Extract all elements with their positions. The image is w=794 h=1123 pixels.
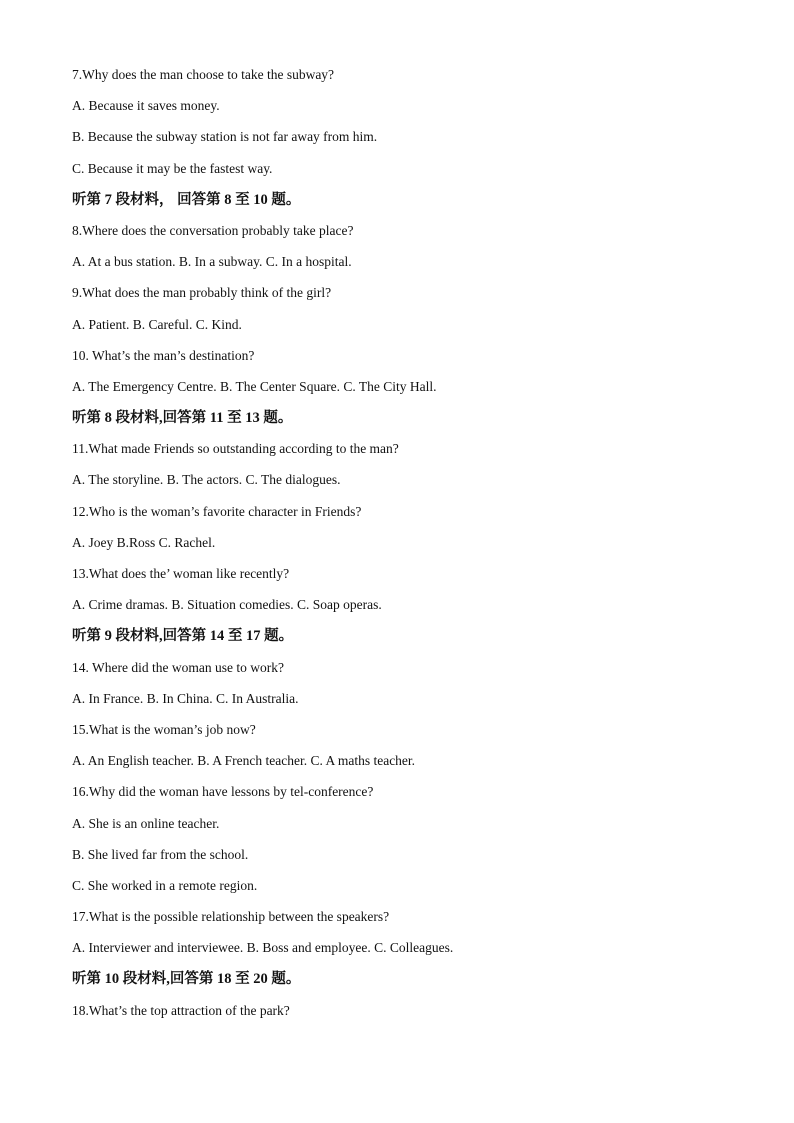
question-text: 17.What is the possible relationship between the speakers?: [72, 909, 390, 925]
exam-page: [72, 64, 732, 1031]
answer-options: A. Patient. B. Careful. C. Kind.: [72, 316, 242, 332]
question-text: 12.Who is the woman’s favorite character in Friends?: [72, 503, 362, 519]
question-text: 15.What is the woman’s job now?: [72, 721, 256, 737]
answer-option: A. She is an online teacher.: [72, 815, 220, 831]
answer-option: C. She worked in a remote region.: [72, 877, 258, 893]
section-heading: 听第 10 段材料,回答第 18 至 20 题。: [72, 971, 301, 988]
section-heading: 听第 9 段材料,回答第 14 至 17 题。: [72, 628, 294, 645]
section-heading: 听第 7 段材料， 回答第 8 至 10 题。: [72, 191, 301, 208]
answer-options: A. In France. B. In China. C. In Australia.: [72, 690, 299, 706]
answer-options: A. Crime dramas. B. Situation comedies. C. Soap operas.: [72, 597, 382, 613]
answer-options: A. Interviewer and interviewee. B. Boss and employee. C. Colleagues.: [72, 940, 454, 956]
answer-options: A. The storyline. B. The actors. C. The dialogues.: [72, 472, 341, 488]
answer-option: C. Because it may be the fastest way.: [72, 160, 273, 176]
answer-options: A. An English teacher. B. A French teacher. C. A maths teacher.: [72, 753, 416, 769]
question-text: 18.What’s the top attraction of the park?: [72, 1002, 290, 1018]
question-text: 9.What does the man probably think of the girl?: [72, 285, 332, 301]
section-heading: 听第 8 段材料,回答第 11 至 13 题。: [72, 410, 293, 427]
question-text: 8.Where does the conversation probably take place?: [72, 222, 354, 238]
answer-options: A. Joey B.Ross C. Rachel.: [72, 534, 216, 550]
answer-options: A. At a bus station. B. In a subway. C. In a hospital.: [72, 254, 352, 270]
answer-options: A. The Emergency Centre. B. The Center Square. C. The City Hall.: [72, 378, 437, 394]
question-text: 11.What made Friends so outstanding according to the man?: [72, 441, 399, 457]
question-text: 7.Why does the man choose to take the subway?: [72, 67, 335, 82]
question-text: 10. What’s the man’s destination?: [72, 347, 255, 363]
question-text: 16.Why did the woman have lessons by tel-conference?: [72, 784, 374, 800]
answer-option: B. Because the subway station is not far away from him.: [72, 129, 378, 145]
answer-option: A. Because it saves money.: [72, 98, 220, 114]
question-text: 14. Where did the woman use to work?: [72, 659, 284, 675]
answer-option: B. She lived far from the school.: [72, 846, 249, 862]
question-text: 13.What does the’ woman like recently?: [72, 566, 290, 581]
